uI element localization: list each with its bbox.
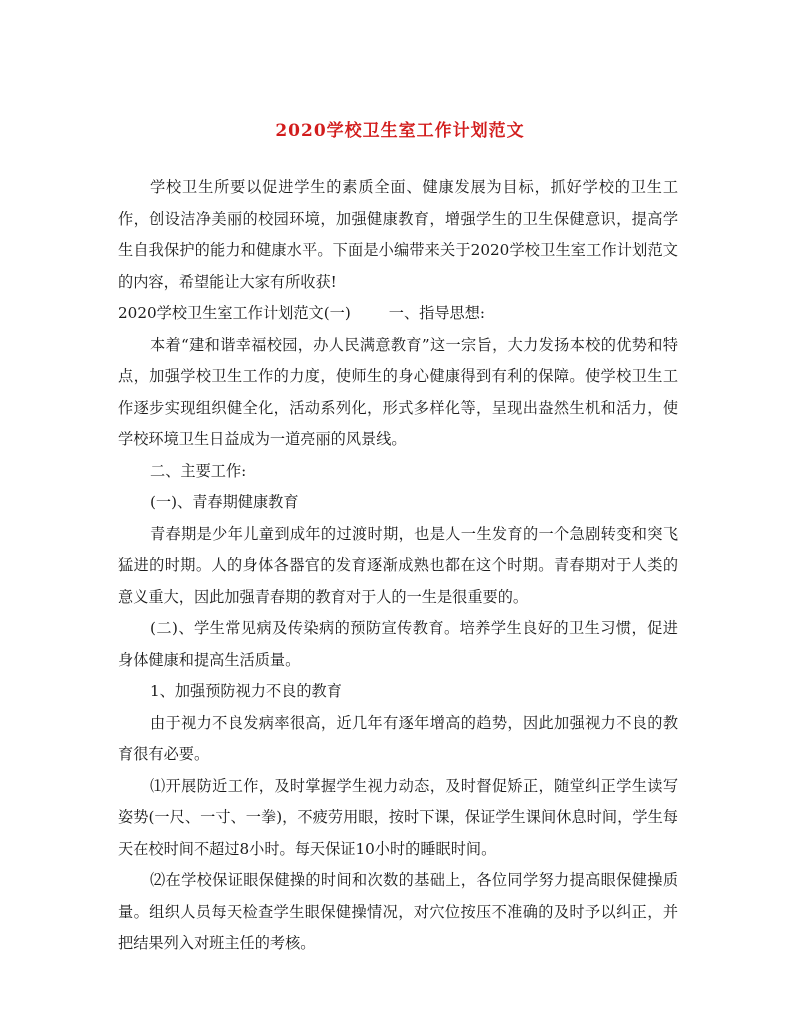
- document-title: 2020学校卫生室工作计划范文: [275, 121, 525, 141]
- section-subtitle: 2020学校卫生室工作计划范文(一): [118, 304, 351, 322]
- vision-paragraph: 由于视力不良发病率很高，近几年有逐年增高的趋势，因此加强视力不良的教育很有必要。: [118, 713, 678, 763]
- main-work-heading: 二、主要工作:: [150, 461, 247, 480]
- document-body: [118, 172, 678, 960]
- vision-item-2: ⑵在学校保证眼保健操的时间和次数的基础上，各位同学努力提高眼保健操质量。组织人员每天检查学生眼保健操情况，对穴位按压不准确的及时予以纠正，并把结果列入对班主任的考核。: [118, 871, 678, 952]
- guiding-thought-paragraph: 本着“建和谐幸福校园，办人民满意教育”这一宗旨，大力发扬本校的优势和特点，加强学校卫生工作的力度，使师生的身心健康得到有利的保障。使学校卫生工作逐步实现组织健全化，活动系列化，形式多样化等，呈现出盎然生机和活力，使学校环境卫生日益成为一道亮丽的风景线。: [118, 335, 678, 448]
- intro-paragraph: 学校卫生所要以促进学生的素质全面、健康发展为目标，抓好学校的卫生工作，创设洁净美丽的校园环境，加强健康教育，增强学生的卫生保健意识，提高学生自我保护的能力和健康水平。下面是小编带来关于2020学校卫生室工作计划范文的内容，希望能让大家有所收获!: [118, 178, 678, 291]
- vision-heading: 1、加强预防视力不良的教育: [150, 682, 342, 700]
- vision-item-1: ⑴开展防近工作，及时掌握学生视力动态，及时督促矫正，随堂纠正学生读写姿势(一尺、一寸、一拳)，不疲劳用眼，按时下课，保证学生课间休息时间，学生每天在校时间不超过8小时。每天保证10小时的睡眠时间。: [118, 776, 678, 858]
- youth-paragraph: 青春期是少年儿童到成年的过渡时期，也是人一生发育的一个急剧转变和突飞猛进的时期。人的身体各器官的发育逐渐成熟也都在这个时期。青春期对于人类的意义重大，因此加强青春期的教育对于人的一生是很重要的。: [118, 524, 678, 606]
- youth-education-heading: (一)、青春期健康教育: [150, 493, 299, 511]
- guiding-thought-heading: 一、指导思想:: [388, 304, 486, 322]
- section-subtitle-line: [118, 298, 678, 330]
- disease-prevention-paragraph: (二)、学生常见病及传染病的预防宣传教育。培养学生良好的卫生习惯，促进身体健康和提高生活质量。: [118, 619, 678, 669]
